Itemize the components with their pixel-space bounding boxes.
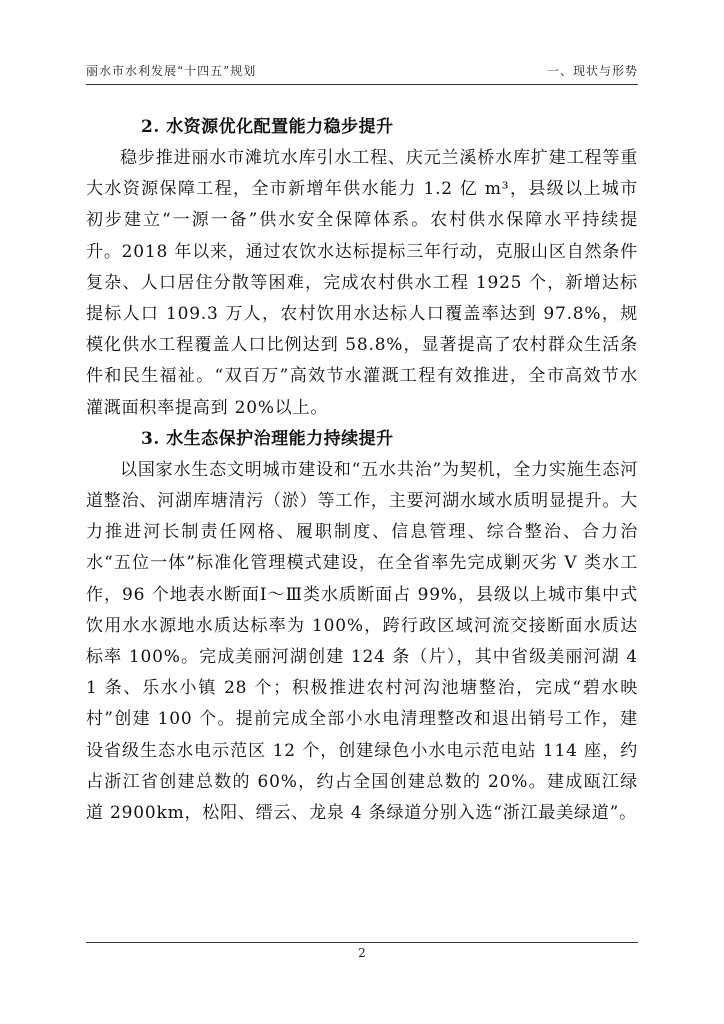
page-body bbox=[86, 112, 638, 829]
section-water-resources bbox=[86, 112, 638, 424]
page-number: 2 bbox=[358, 946, 366, 960]
page-header bbox=[86, 62, 638, 82]
header-divider bbox=[86, 84, 638, 85]
header-chapter-title: 一、现状与形势 bbox=[546, 64, 638, 78]
section-water-ecology bbox=[86, 424, 638, 829]
footer-divider bbox=[86, 942, 638, 943]
header-document-title: 丽水市水利发展“十四五”规划 bbox=[86, 64, 257, 78]
section-paragraph: 稳步推进丽水市滩坑水库引水工程、庆元兰溪桥水库扩建工程等重大水资源保障工程，全市新增年供水能力 1.2 亿 m³，县级以上城市初步建立“一源一备”供水安全保障体系。农村供水保障水平持续提升。2018 年以来，通过农饮水达标提标三年行动，克服山区自然条件复杂、人口居住分散等困难，完成农村供水工程 1925 个，新增达标提标人口 109.3 万人，农村饮用水达标人口覆盖率达到 97.8%，规模化供水工程覆盖人口比例达到 58.8%，显著提高了农村群众生活条件和民生福祉。“双百万”高效节水灌溉工程有效推进，全市高效节水灌溉面积率提高到 20%以上。 bbox=[86, 148, 638, 418]
section-heading: 2. 水资源优化配置能力稳步提升 bbox=[141, 117, 394, 137]
section-paragraph: 以国家水生态文明城市建设和“五水共治”为契机，全力实施生态河道整治、河湖库塘清污（淤）等工作，主要河湖水域水质明显提升。大力推进河长制责任网格、履职制度、信息管理、综合整治、合力治水“五位一体”标准化管理模式建设，在全省率先完成剿灭劣 V 类水工作，96 个地表水断面Ⅰ～Ⅲ类水质断面占 99%，县级以上城市集中式饮用水水源地水质达标率为 100%，跨行政区域河流交接断面水质达标率 100%。完成美丽河湖创建 124 条（片），其中省级美丽河湖 41 条、乐水小镇 28 个；积极推进农村河沟池塘整治，完成“碧水映村”创建 100 个。提前完成全部小水电清理整改和退出销号工作，建设省级生态水电示范区 12 个，创建绿色小水电示范电站 114 座，约占浙江省创建总数的 60%，约占全国创建总数的 20%。建成瓯江绿道 2900km，松阳、缙云、龙泉 4 条绿道分别入选“浙江最美绿道”。 bbox=[86, 459, 638, 824]
section-heading: 3. 水生态保护治理能力持续提升 bbox=[141, 428, 394, 449]
